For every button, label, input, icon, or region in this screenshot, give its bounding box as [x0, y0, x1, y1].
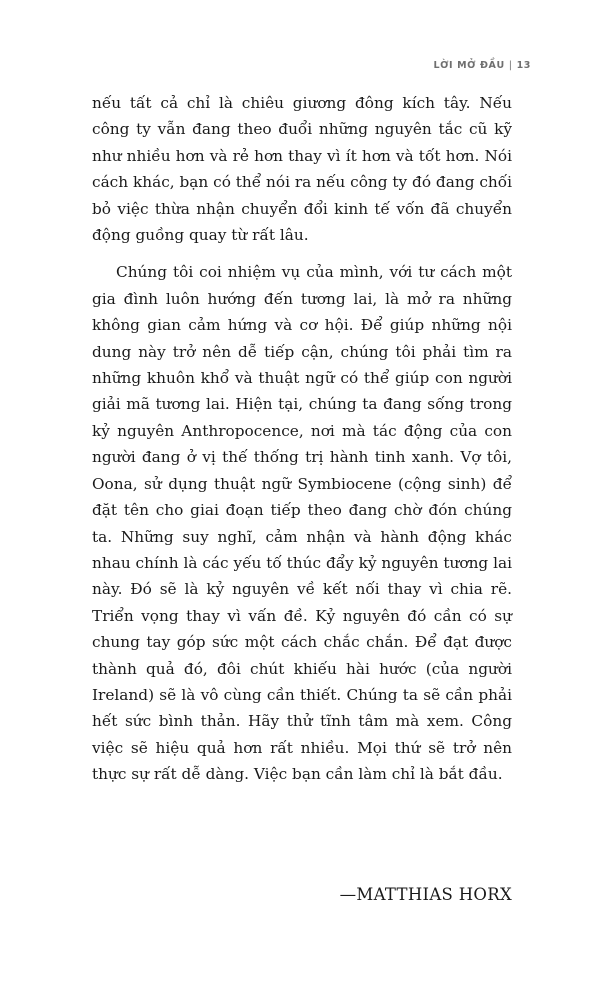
page-body	[92, 90, 512, 788]
paragraph-continued: nếu tất cả chỉ là chiêu giương đông kích tây. Nếu công ty vẫn đang theo đuổi những nguyên tắc cũ kỹ như nhiều hơn và rẻ hơn thay vì ít hơn và tốt hơn. Nói cách khác, bạn có thể nói ra nếu công ty đó đang chối bỏ việc thừa nhận chuyển đổi kinh tế vốn đã chuyển động guồng quay từ rất lâu.	[92, 94, 513, 245]
chapter-title: LỜI MỞ ĐẦU	[433, 60, 505, 71]
paragraph: Chúng tôi coi nhiệm vụ của mình, với tư cách một gia đình luôn hướng đến tương lai, là mở ra những không gian cảm hứng và cơ hội. Để giúp những nội dung này trở nên dễ tiếp cận, chúng tôi phải tìm ra những khuôn khổ và thuật ngữ có thể giúp con người giải mã tương lai. Hiện tại, chúng ta đang sống trong kỷ nguyên Anthropocence, nơi mà tác động của con người đang ở vị thế thống trị hành tinh xanh. Vợ tôi, Oona, sử dụng thuật ngữ Symbiocene (cộng sinh) để đặt tên cho giai đoạn tiếp theo đang chờ đón chúng ta. Những suy nghĩ, cảm nhận và hành động khác nhau chính là các yếu tố thúc đẩy kỷ nguyên tương lai này. Đó sẽ là kỷ nguyên về kết nối thay vì chia rẽ. Triển vọng thay vì vấn đề. Kỷ nguyên đó cần có sự chung tay góp sức một cách chắc chắn. Để đạt được thành quả đó, đôi chút khiếu hài hước (của người Ireland) sẽ là vô cùng cần thiết. Chúng ta sẽ cần phải hết sức bình thản. Hãy thử tĩnh tâm mà xem. Công việc sẽ hiệu quả hơn rất nhiều. Mọi thứ sẽ trở nên thực sự rất dễ dàng. Việc bạn cần làm chỉ là bắt đầu.	[92, 263, 512, 784]
running-header	[433, 60, 531, 71]
header-separator: |	[508, 60, 513, 71]
author-signature: —MATTHIAS HORX	[339, 885, 512, 904]
page-number: 13	[516, 60, 531, 71]
